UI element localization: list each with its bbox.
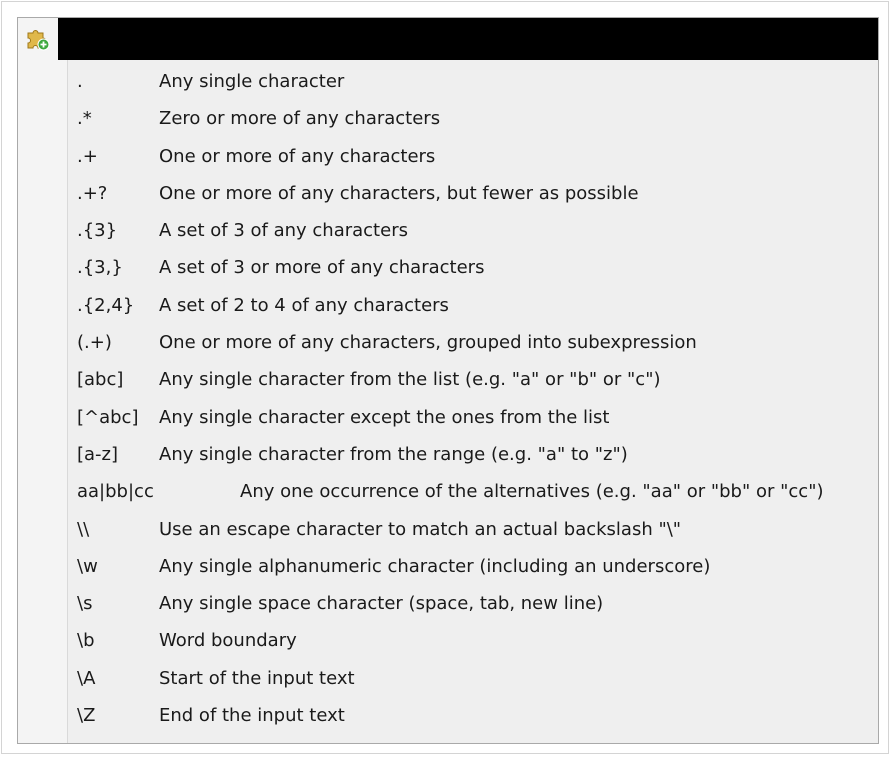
regex-description: Word boundary [159,630,297,652]
regex-pattern: aa|bb|cc [77,481,154,503]
regex-pattern: (.+) [77,332,112,354]
regex-description: Any single character from the list (e.g. "a" or "b" or "c") [159,369,661,391]
list-item[interactable] [18,64,878,101]
regex-reference-panel [17,17,879,744]
list-item[interactable] [18,549,878,586]
regex-pattern: . [77,71,83,92]
regex-description: One or more of any characters, grouped into subexpression [159,332,697,354]
regex-description: Any single alphanumeric character (including an underscore) [159,555,711,577]
regex-pattern: .{2,4} [77,294,135,316]
regex-pattern: \b [77,630,95,652]
header-icon-cell[interactable] [18,18,58,60]
regex-pattern: [a-z] [77,443,119,465]
regex-pattern: \Z [77,705,96,727]
regex-list [18,64,878,735]
regex-description: Any single character [159,71,345,92]
regex-pattern: .{3} [77,220,118,242]
window-frame [1,1,889,754]
regex-description: End of the input text [159,705,345,727]
regex-pattern: .+ [77,145,98,167]
regex-description: A set of 3 of any characters [159,220,408,242]
list-item[interactable] [18,437,878,474]
list-item[interactable] [18,623,878,660]
list-item[interactable] [18,400,878,437]
regex-pattern: .* [77,108,92,130]
list-item[interactable] [18,101,878,138]
regex-description: One or more of any characters [159,145,436,167]
puzzle-add-icon[interactable] [25,26,51,52]
regex-description: Any one occurrence of the alternatives (e.g. "aa" or "bb" or "cc") [240,481,824,503]
list-item[interactable] [18,698,878,735]
list-item[interactable] [18,474,878,511]
regex-pattern: [^abc] [77,406,139,428]
list-item[interactable] [18,213,878,250]
title-bar [58,18,878,60]
regex-description: Use an escape character to match an actual backslash "\" [159,518,682,540]
regex-pattern: \\ [77,518,90,540]
regex-pattern: [abc] [77,369,124,391]
list-item[interactable] [18,362,878,399]
list-item[interactable] [18,250,878,287]
regex-pattern: .{3,} [77,257,123,279]
regex-description: Any single space character (space, tab, new line) [159,593,604,615]
regex-pattern: \A [77,667,96,689]
regex-description: A set of 2 to 4 of any characters [159,294,449,316]
regex-description: One or more of any characters, but fewer as possible [159,182,639,204]
regex-description: Zero or more of any characters [159,108,441,130]
regex-pattern: \w [77,555,98,577]
regex-pattern: .+? [77,182,108,204]
regex-pattern: \s [77,593,93,615]
regex-description: Any single character from the range (e.g. "a" to "z") [159,443,628,465]
list-item[interactable] [18,288,878,325]
list-item[interactable] [18,176,878,213]
list-item[interactable] [18,512,878,549]
list-item[interactable] [18,586,878,623]
regex-description: Any single character except the ones from the list [159,406,610,428]
regex-description: Start of the input text [159,667,355,689]
regex-description: A set of 3 or more of any characters [159,257,485,279]
list-item[interactable] [18,325,878,362]
list-item[interactable] [18,139,878,176]
list-item[interactable] [18,661,878,698]
